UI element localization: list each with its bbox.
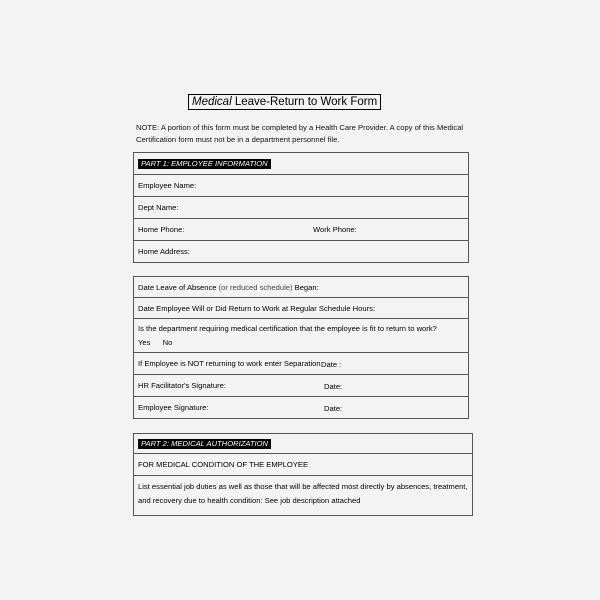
part2-header-row: [134, 434, 473, 454]
date-leave-label: Date Leave of Absence: [138, 282, 217, 292]
separation-field[interactable]: [134, 353, 469, 375]
employee-name-label: Employee Name:: [138, 181, 197, 190]
work-phone-label: Work Phone:: [313, 225, 357, 234]
employee-date-label: Date:: [324, 404, 343, 413]
home-phone-label: Home Phone:: [138, 225, 185, 234]
date-leave-field[interactable]: [134, 277, 469, 298]
home-address-label: Home Address:: [138, 247, 190, 256]
part1-header-cell: [134, 153, 469, 175]
leave-table: [133, 276, 469, 419]
hr-signature-field[interactable]: [134, 375, 469, 397]
form-title-italic: Medical: [192, 96, 232, 108]
condition-cell: [134, 454, 473, 476]
form-title: [188, 94, 381, 110]
phone-field[interactable]: [134, 219, 469, 241]
dept-name-row: [134, 197, 469, 219]
no-option[interactable]: No: [162, 337, 173, 347]
duties-field[interactable]: [134, 476, 473, 516]
date-leave-paren: (or reduced schedule): [216, 282, 293, 292]
date-return-field[interactable]: [134, 298, 469, 319]
condition-row: [134, 454, 473, 476]
form-note: NOTE: A portion of this form must be completed by a Health Care Provider. A copy of this Medical Certification form must not be in a department personnel file.: [136, 123, 464, 144]
home-address-row: [134, 241, 469, 263]
certification-row: [134, 319, 469, 353]
date-return-label: Date Employee Will or Did Return to Work at Regular Schedule Hours:: [138, 303, 376, 313]
part2-header: PART 2: MEDICAL AUTHORIZATION: [138, 439, 271, 449]
part1-header-row: [134, 153, 469, 175]
dept-name-field[interactable]: [134, 197, 469, 219]
form-title-rest: Leave-Return to Work Form: [231, 96, 378, 108]
hr-signature-row: [134, 375, 469, 397]
home-address-field[interactable]: [134, 241, 469, 263]
employee-signature-field[interactable]: [134, 397, 469, 419]
certification-question: Is the department requiring medical certification that the employee is fit to return to work?: [138, 323, 437, 333]
phone-row: [134, 219, 469, 241]
separation-date-label: Date :: [321, 360, 342, 369]
hr-signature-label: HR Facilitator's Signature:: [138, 381, 226, 390]
duties-row: [134, 476, 473, 516]
certification-field: [134, 319, 469, 353]
dept-name-label: Dept Name:: [138, 203, 179, 212]
date-leave-row: [134, 277, 469, 298]
duties-line1: List essential job duties as well as those that will be affected most directly by absences, treatment,: [138, 482, 468, 491]
part2-table: [133, 433, 473, 516]
condition-label: FOR MEDICAL CONDITION OF THE EMPLOYEE: [138, 460, 309, 469]
date-return-row: [134, 298, 469, 319]
date-leave-began: Began:: [292, 282, 319, 292]
separation-row: [134, 353, 469, 375]
hr-date-label: Date:: [324, 382, 343, 391]
duties-line2: and recovery due to health condition: See job description attached: [138, 496, 361, 505]
separation-label: If Employee is NOT returning to work enter Separation: [138, 359, 321, 368]
employee-name-field[interactable]: [134, 175, 469, 197]
yes-option[interactable]: Yes: [138, 337, 151, 347]
employee-name-row: [134, 175, 469, 197]
employee-signature-label: Employee Signature:: [138, 403, 209, 412]
part1-table: [133, 152, 469, 263]
part1-header: PART 1: EMPLOYEE INFORMATION: [138, 159, 271, 169]
employee-signature-row: [134, 397, 469, 419]
part2-header-cell: [134, 434, 473, 454]
